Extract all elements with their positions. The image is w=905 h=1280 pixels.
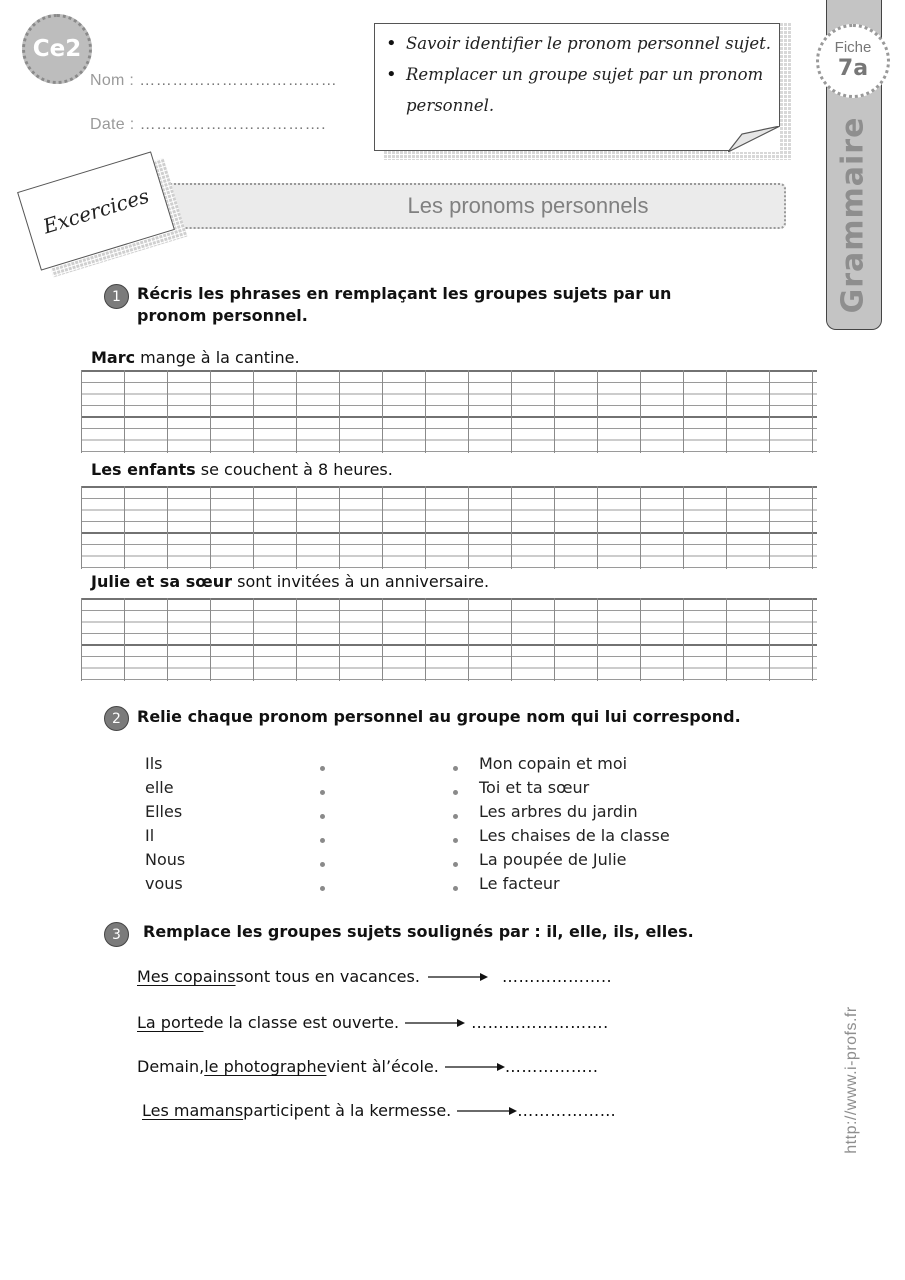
name-field[interactable] xyxy=(90,70,337,90)
card-face xyxy=(17,151,175,270)
exercise1-instruction: Récris les phrases en remplaçant les groupes sujets par un pronom personnel. xyxy=(137,284,672,325)
answer-field[interactable]: ……………… xyxy=(517,1101,617,1120)
site-url: http://www.i-profs.fr xyxy=(843,1006,860,1154)
replace-line xyxy=(142,1101,616,1120)
date-label: Date : xyxy=(90,116,135,133)
underlined-subject: Mes copains xyxy=(137,967,236,986)
replace-line xyxy=(137,1057,599,1076)
exercise-number: 1 xyxy=(112,288,121,305)
group-column xyxy=(479,752,670,896)
fiche-number: 7a xyxy=(837,56,869,81)
link-dot[interactable] xyxy=(453,790,458,795)
sentence-rest: mange à la cantine. xyxy=(135,348,300,367)
underlined-subject: le photographe xyxy=(204,1057,327,1076)
link-dot[interactable] xyxy=(320,862,325,867)
link-dot[interactable] xyxy=(320,838,325,843)
page-curl-icon xyxy=(728,126,780,152)
link-dot[interactable] xyxy=(453,766,458,771)
writing-grid[interactable] xyxy=(81,486,817,569)
line-before: Demain, xyxy=(137,1057,205,1076)
exercise-number: 2 xyxy=(112,710,121,727)
line-after: participent à la kermesse. xyxy=(243,1101,452,1120)
right-dots xyxy=(453,766,458,891)
fiche-label: Fiche xyxy=(834,39,872,56)
objective-item: • Savoir identifier le pronom personnel sujet. xyxy=(386,28,776,59)
link-dot[interactable] xyxy=(453,862,458,867)
sentence-2 xyxy=(91,460,393,479)
exercise-number: 3 xyxy=(112,926,121,943)
pronoun-item: Elles xyxy=(145,802,183,821)
link-dot[interactable] xyxy=(320,790,325,795)
card-label: Excercices xyxy=(40,183,152,239)
sentence-subject: Julie et sa sœur xyxy=(91,572,233,591)
sentence-rest: se couchent à 8 heures. xyxy=(195,460,393,479)
link-dot[interactable] xyxy=(320,886,325,891)
group-item: Mon copain et moi xyxy=(479,754,628,773)
pronoun-item: Nous xyxy=(145,850,186,869)
link-dot[interactable] xyxy=(320,814,325,819)
exercises-card xyxy=(17,151,175,270)
sentence-3 xyxy=(91,572,489,591)
left-dots xyxy=(320,766,325,891)
name-dots[interactable]: ……………………………… xyxy=(139,72,338,89)
writing-grid[interactable] xyxy=(81,370,817,453)
exercise-number-badge xyxy=(104,922,129,947)
arrow-right-icon xyxy=(428,972,488,982)
link-dot[interactable] xyxy=(320,766,325,771)
subject-title: Grammaire xyxy=(835,116,871,314)
answer-field[interactable]: ……………….. xyxy=(501,967,613,986)
group-item: Les chaises de la classe xyxy=(479,826,670,845)
exercise-number-badge xyxy=(104,284,129,309)
group-item: Toi et ta sœur xyxy=(479,778,590,797)
underlined-subject: La porte xyxy=(137,1013,204,1032)
name-label: Nom : xyxy=(90,72,135,89)
arrow-right-icon xyxy=(405,1018,465,1028)
pronoun-item: elle xyxy=(145,778,174,797)
objective-item: • Remplacer un groupe sujet par un pronom personnel. xyxy=(386,59,776,121)
fiche-badge xyxy=(816,24,890,98)
replace-line xyxy=(137,1013,609,1032)
pronoun-item: Ils xyxy=(145,754,163,773)
link-dot[interactable] xyxy=(453,838,458,843)
arrow-right-icon xyxy=(445,1062,505,1072)
page-title: Les pronoms personnels xyxy=(407,193,649,218)
underlined-subject: Les mamans xyxy=(142,1101,244,1120)
sentence-subject: Les enfants xyxy=(91,460,196,479)
group-item: La poupée de Julie xyxy=(479,850,627,869)
sentence-subject: Marc xyxy=(91,348,136,367)
date-field[interactable] xyxy=(90,114,326,134)
objectives-list xyxy=(386,28,776,121)
writing-grid[interactable] xyxy=(81,598,817,681)
replace-line xyxy=(137,967,612,986)
arrow-right-icon xyxy=(457,1106,517,1116)
exercise2-instruction: Relie chaque pronom personnel au groupe nom qui lui correspond. xyxy=(137,707,741,726)
link-dot[interactable] xyxy=(453,886,458,891)
pronoun-item: vous xyxy=(145,874,183,893)
line-after: sont tous en vacances. xyxy=(235,967,420,986)
line-after: de la classe est ouverte. xyxy=(203,1013,400,1032)
sentence-rest: sont invitées à un anniversaire. xyxy=(232,572,490,591)
answer-field[interactable]: ……………………. xyxy=(471,1013,609,1032)
group-item: Le facteur xyxy=(479,874,560,893)
pronoun-column xyxy=(145,752,185,896)
link-dot[interactable] xyxy=(453,814,458,819)
date-dots[interactable]: ……………………………. xyxy=(139,116,327,133)
sentence-1 xyxy=(91,348,300,367)
level-label: Ce2 xyxy=(32,36,82,62)
answer-field[interactable]: …………….. xyxy=(504,1057,599,1076)
group-item: Les arbres du jardin xyxy=(479,802,638,821)
pronoun-item: Il xyxy=(145,826,155,845)
title-banner xyxy=(160,183,786,229)
level-badge xyxy=(22,14,92,84)
exercise3-instruction: Remplace les groupes sujets soulignés par : il, elle, ils, elles. xyxy=(143,922,694,941)
exercise-number-badge xyxy=(104,706,129,731)
line-after: vient àl’école. xyxy=(326,1057,439,1076)
